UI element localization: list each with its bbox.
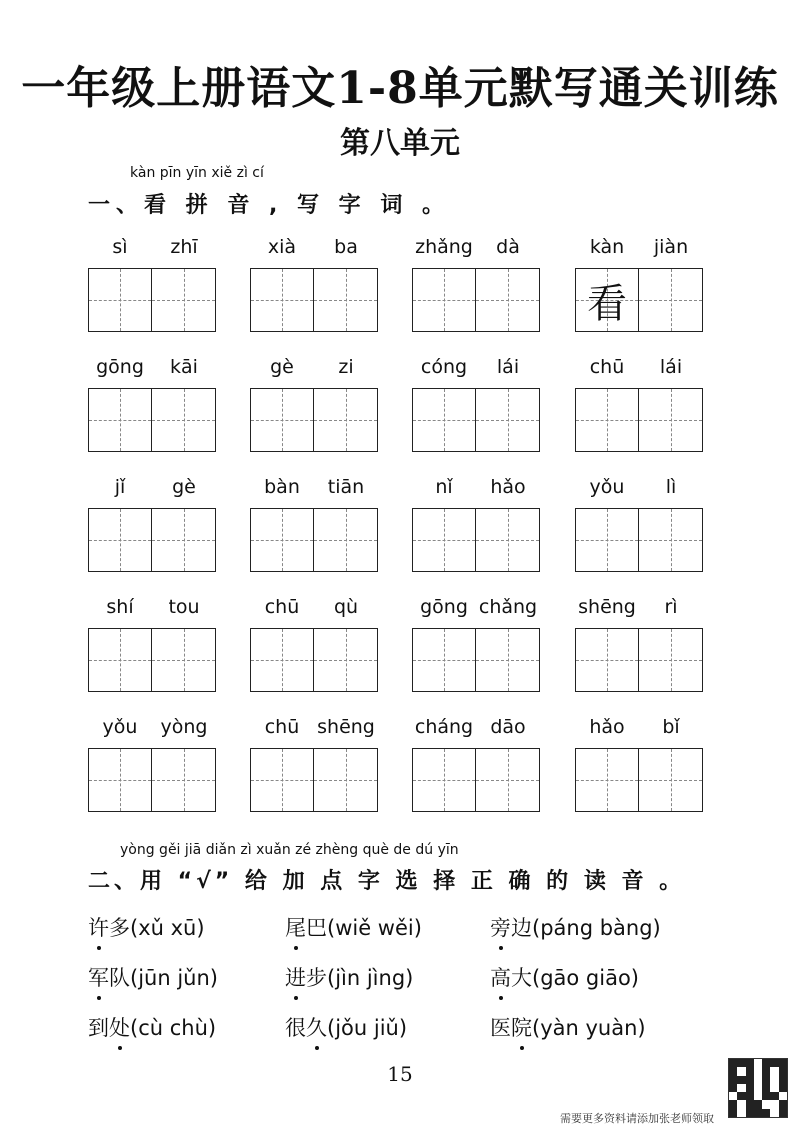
word-pinyin bbox=[88, 236, 248, 262]
filled-character bbox=[413, 749, 475, 811]
writing-box[interactable] bbox=[88, 388, 152, 452]
syllable-label: rì bbox=[664, 596, 678, 618]
emphasis-dot-icon bbox=[294, 946, 298, 950]
syllable-label: jǐ bbox=[114, 476, 126, 498]
syllable-label: chū bbox=[264, 596, 300, 618]
writing-box[interactable] bbox=[639, 388, 703, 452]
word-pinyin bbox=[250, 356, 410, 382]
syllable-label: dà bbox=[496, 236, 520, 258]
word-pinyin bbox=[575, 476, 735, 502]
syllable-label: lì bbox=[665, 476, 677, 498]
choice-character: 巴 bbox=[306, 916, 327, 940]
syllable-label: kāi bbox=[170, 356, 198, 378]
word-pinyin bbox=[88, 716, 248, 742]
pinyin-options: (gāo giāo) bbox=[532, 966, 639, 990]
filled-character bbox=[89, 509, 151, 571]
filled-character bbox=[251, 389, 313, 451]
word-item bbox=[88, 716, 248, 812]
writing-box[interactable] bbox=[575, 748, 639, 812]
section2-heading: 二、用 “√” 给 加 点 字 选 择 正 确 的 读 音 。 bbox=[88, 869, 686, 894]
filled-character bbox=[89, 389, 151, 451]
choice-character: 许 bbox=[88, 912, 109, 942]
word-item bbox=[412, 716, 572, 812]
worksheet-title: 一年级上册语文1-8单元默写通关训练 bbox=[21, 63, 779, 114]
writing-box[interactable] bbox=[575, 268, 639, 332]
filled-character bbox=[413, 269, 475, 331]
choice-character: 处 bbox=[109, 1012, 130, 1042]
writing-box[interactable] bbox=[476, 268, 540, 332]
writing-box[interactable] bbox=[250, 268, 314, 332]
word-pinyin bbox=[250, 596, 410, 622]
choice-item[interactable] bbox=[88, 912, 205, 942]
emphasis-dot-icon bbox=[118, 1046, 122, 1050]
choice-character: 边 bbox=[511, 916, 532, 940]
syllable-label: shí bbox=[106, 596, 134, 618]
word-item bbox=[88, 596, 248, 692]
writing-box[interactable] bbox=[152, 388, 216, 452]
writing-box[interactable] bbox=[412, 628, 476, 692]
syllable-label: cóng bbox=[420, 356, 468, 378]
writing-box[interactable] bbox=[575, 508, 639, 572]
filled-character bbox=[413, 509, 475, 571]
writing-box[interactable] bbox=[412, 268, 476, 332]
emphasis-dot-icon bbox=[499, 946, 503, 950]
word-pinyin bbox=[412, 596, 572, 622]
emphasis-dot-icon bbox=[294, 996, 298, 1000]
syllable-label: zhī bbox=[170, 236, 198, 258]
word-item bbox=[575, 596, 735, 692]
choice-character: 进 bbox=[285, 962, 306, 992]
word-item bbox=[412, 596, 572, 692]
syllable-label: bàn bbox=[264, 476, 300, 498]
writing-box[interactable] bbox=[639, 268, 703, 332]
syllable-label: cháng bbox=[414, 716, 474, 738]
choice-character: 多 bbox=[109, 916, 130, 940]
syllable-label: dāo bbox=[490, 716, 526, 738]
syllable-label: sì bbox=[112, 236, 128, 258]
choice-character: 队 bbox=[109, 966, 130, 990]
writing-box[interactable] bbox=[412, 748, 476, 812]
word-item bbox=[250, 716, 410, 812]
filled-character bbox=[576, 749, 638, 811]
syllable-label: gōng bbox=[96, 356, 144, 378]
word-item bbox=[250, 236, 410, 332]
choice-character: 院 bbox=[511, 1012, 532, 1042]
word-pinyin bbox=[88, 476, 248, 502]
word-pinyin bbox=[250, 476, 410, 502]
syllable-label: yòng bbox=[160, 716, 208, 738]
writing-box[interactable] bbox=[250, 748, 314, 812]
word-pinyin bbox=[575, 596, 735, 622]
writing-box[interactable] bbox=[639, 508, 703, 572]
writing-box[interactable] bbox=[152, 268, 216, 332]
choice-character: 久 bbox=[306, 1012, 327, 1042]
choice-character: 军 bbox=[88, 962, 109, 992]
filled-character bbox=[89, 269, 151, 331]
syllable-label: yǒu bbox=[102, 716, 138, 738]
page-number: 15 bbox=[387, 1062, 413, 1086]
syllable-label: shēng bbox=[578, 596, 636, 618]
writing-box[interactable] bbox=[250, 508, 314, 572]
writing-box[interactable] bbox=[314, 388, 378, 452]
writing-box[interactable] bbox=[639, 748, 703, 812]
syllable-label: nǐ bbox=[435, 476, 453, 498]
writing-box[interactable] bbox=[152, 508, 216, 572]
word-pinyin bbox=[412, 476, 572, 502]
footer-note: 需要更多资料请添加张老师领取 bbox=[560, 1112, 714, 1125]
word-pinyin bbox=[575, 356, 735, 382]
word-item bbox=[575, 716, 735, 812]
filled-character bbox=[251, 269, 313, 331]
syllable-label: gè bbox=[270, 356, 294, 378]
filled-character bbox=[413, 389, 475, 451]
writing-box[interactable] bbox=[314, 628, 378, 692]
writing-box[interactable] bbox=[476, 508, 540, 572]
word-item bbox=[412, 356, 572, 452]
writing-box[interactable] bbox=[250, 628, 314, 692]
word-item bbox=[88, 356, 248, 452]
syllable-label: ba bbox=[334, 236, 358, 258]
writing-box[interactable] bbox=[314, 268, 378, 332]
word-item bbox=[412, 476, 572, 572]
syllable-label: chū bbox=[264, 716, 300, 738]
writing-box[interactable] bbox=[476, 388, 540, 452]
word-item bbox=[250, 356, 410, 452]
filled-character bbox=[576, 629, 638, 691]
emphasis-dot-icon bbox=[520, 1046, 524, 1050]
word-pinyin bbox=[575, 236, 735, 262]
writing-box[interactable] bbox=[152, 748, 216, 812]
word-pinyin bbox=[88, 596, 248, 622]
syllable-label: gōng bbox=[420, 596, 468, 618]
writing-box[interactable] bbox=[476, 628, 540, 692]
syllable-label: tiān bbox=[327, 476, 365, 498]
pinyin-options: (cù chù) bbox=[130, 1016, 217, 1040]
choice-item[interactable] bbox=[285, 1012, 407, 1042]
word-pinyin bbox=[88, 356, 248, 382]
filled-character bbox=[89, 629, 151, 691]
filled-character bbox=[251, 749, 313, 811]
syllable-label: yǒu bbox=[589, 476, 625, 498]
filled-character bbox=[251, 629, 313, 691]
pinyin-options: (jǒu jiǔ) bbox=[327, 1016, 408, 1040]
word-item bbox=[412, 236, 572, 332]
word-item bbox=[575, 356, 735, 452]
writing-box[interactable] bbox=[88, 748, 152, 812]
choice-item[interactable] bbox=[285, 912, 422, 942]
pinyin-options: (jìn jìng) bbox=[327, 966, 414, 990]
choice-item[interactable] bbox=[285, 962, 413, 992]
section1-heading: 一、看 拼 音 , 写 字 词 。 bbox=[88, 193, 450, 218]
choice-item[interactable] bbox=[88, 1012, 216, 1042]
pinyin-options: (jūn jǔn) bbox=[130, 966, 218, 990]
writing-box[interactable] bbox=[476, 748, 540, 812]
syllable-label: zi bbox=[338, 356, 354, 378]
syllable-label: chǎng bbox=[478, 596, 538, 618]
choice-item[interactable] bbox=[490, 962, 639, 992]
unit-subtitle: 第八单元 bbox=[340, 126, 460, 161]
emphasis-dot-icon bbox=[97, 946, 101, 950]
choice-character: 高 bbox=[490, 962, 511, 992]
syllable-label: gè bbox=[172, 476, 196, 498]
emphasis-dot-icon bbox=[499, 996, 503, 1000]
writing-box[interactable] bbox=[88, 508, 152, 572]
word-item bbox=[575, 476, 735, 572]
writing-box[interactable] bbox=[152, 628, 216, 692]
choice-character: 到 bbox=[88, 1016, 109, 1040]
writing-box[interactable] bbox=[314, 508, 378, 572]
filled-character: 看 bbox=[587, 280, 627, 327]
word-item bbox=[88, 476, 248, 572]
syllable-label: bǐ bbox=[662, 716, 680, 738]
filled-character bbox=[89, 749, 151, 811]
emphasis-dot-icon bbox=[315, 1046, 319, 1050]
pinyin-options: (páng bàng) bbox=[532, 916, 661, 940]
choice-character: 医 bbox=[490, 1016, 511, 1040]
writing-box[interactable] bbox=[314, 748, 378, 812]
choice-item[interactable] bbox=[490, 1012, 646, 1042]
filled-character bbox=[576, 389, 638, 451]
word-pinyin bbox=[412, 716, 572, 742]
syllable-label: zhǎng bbox=[415, 236, 473, 258]
writing-box[interactable] bbox=[250, 388, 314, 452]
word-pinyin bbox=[250, 716, 410, 742]
syllable-label: shēng bbox=[317, 716, 375, 738]
word-item bbox=[575, 236, 735, 332]
syllable-label: lái bbox=[496, 356, 520, 378]
choice-character: 大 bbox=[511, 966, 532, 990]
pinyin-options: (yàn yuàn) bbox=[532, 1016, 646, 1040]
choice-character: 很 bbox=[285, 1016, 306, 1040]
syllable-label: jiàn bbox=[653, 236, 689, 258]
writing-box[interactable] bbox=[88, 628, 152, 692]
choice-item[interactable] bbox=[88, 962, 218, 992]
filled-character bbox=[576, 509, 638, 571]
word-pinyin bbox=[250, 236, 410, 262]
word-pinyin bbox=[575, 716, 735, 742]
syllable-label: tou bbox=[168, 596, 200, 618]
syllable-label: xià bbox=[267, 236, 297, 258]
writing-box[interactable] bbox=[575, 628, 639, 692]
filled-character bbox=[251, 509, 313, 571]
writing-box[interactable] bbox=[639, 628, 703, 692]
syllable-label: hǎo bbox=[589, 716, 625, 738]
section1-pinyin: kàn pīn yīn xiě zì cí bbox=[130, 165, 264, 181]
syllable-label: chū bbox=[589, 356, 625, 378]
pinyin-options: (xǔ xū) bbox=[130, 916, 205, 940]
writing-box[interactable] bbox=[412, 508, 476, 572]
pinyin-options: (wiě wěi) bbox=[327, 916, 422, 940]
syllable-label: qù bbox=[333, 596, 359, 618]
emphasis-dot-icon bbox=[97, 996, 101, 1000]
choice-character: 旁 bbox=[490, 912, 511, 942]
choice-character: 尾 bbox=[285, 912, 306, 942]
syllable-label: lái bbox=[659, 356, 683, 378]
word-pinyin bbox=[412, 356, 572, 382]
section2-pinyin: yòng gěi jiā diǎn zì xuǎn zé zhèng què de dú yīn bbox=[120, 842, 459, 858]
qr-code-icon bbox=[728, 1058, 788, 1118]
syllable-label: kàn bbox=[589, 236, 625, 258]
choice-item[interactable] bbox=[490, 912, 661, 942]
syllable-label: hǎo bbox=[490, 476, 526, 498]
word-item bbox=[250, 476, 410, 572]
word-pinyin bbox=[412, 236, 572, 262]
writing-box[interactable] bbox=[575, 388, 639, 452]
filled-character bbox=[413, 629, 475, 691]
word-item bbox=[250, 596, 410, 692]
writing-box[interactable] bbox=[88, 268, 152, 332]
choice-character: 步 bbox=[306, 966, 327, 990]
writing-box[interactable] bbox=[412, 388, 476, 452]
word-item bbox=[88, 236, 248, 332]
